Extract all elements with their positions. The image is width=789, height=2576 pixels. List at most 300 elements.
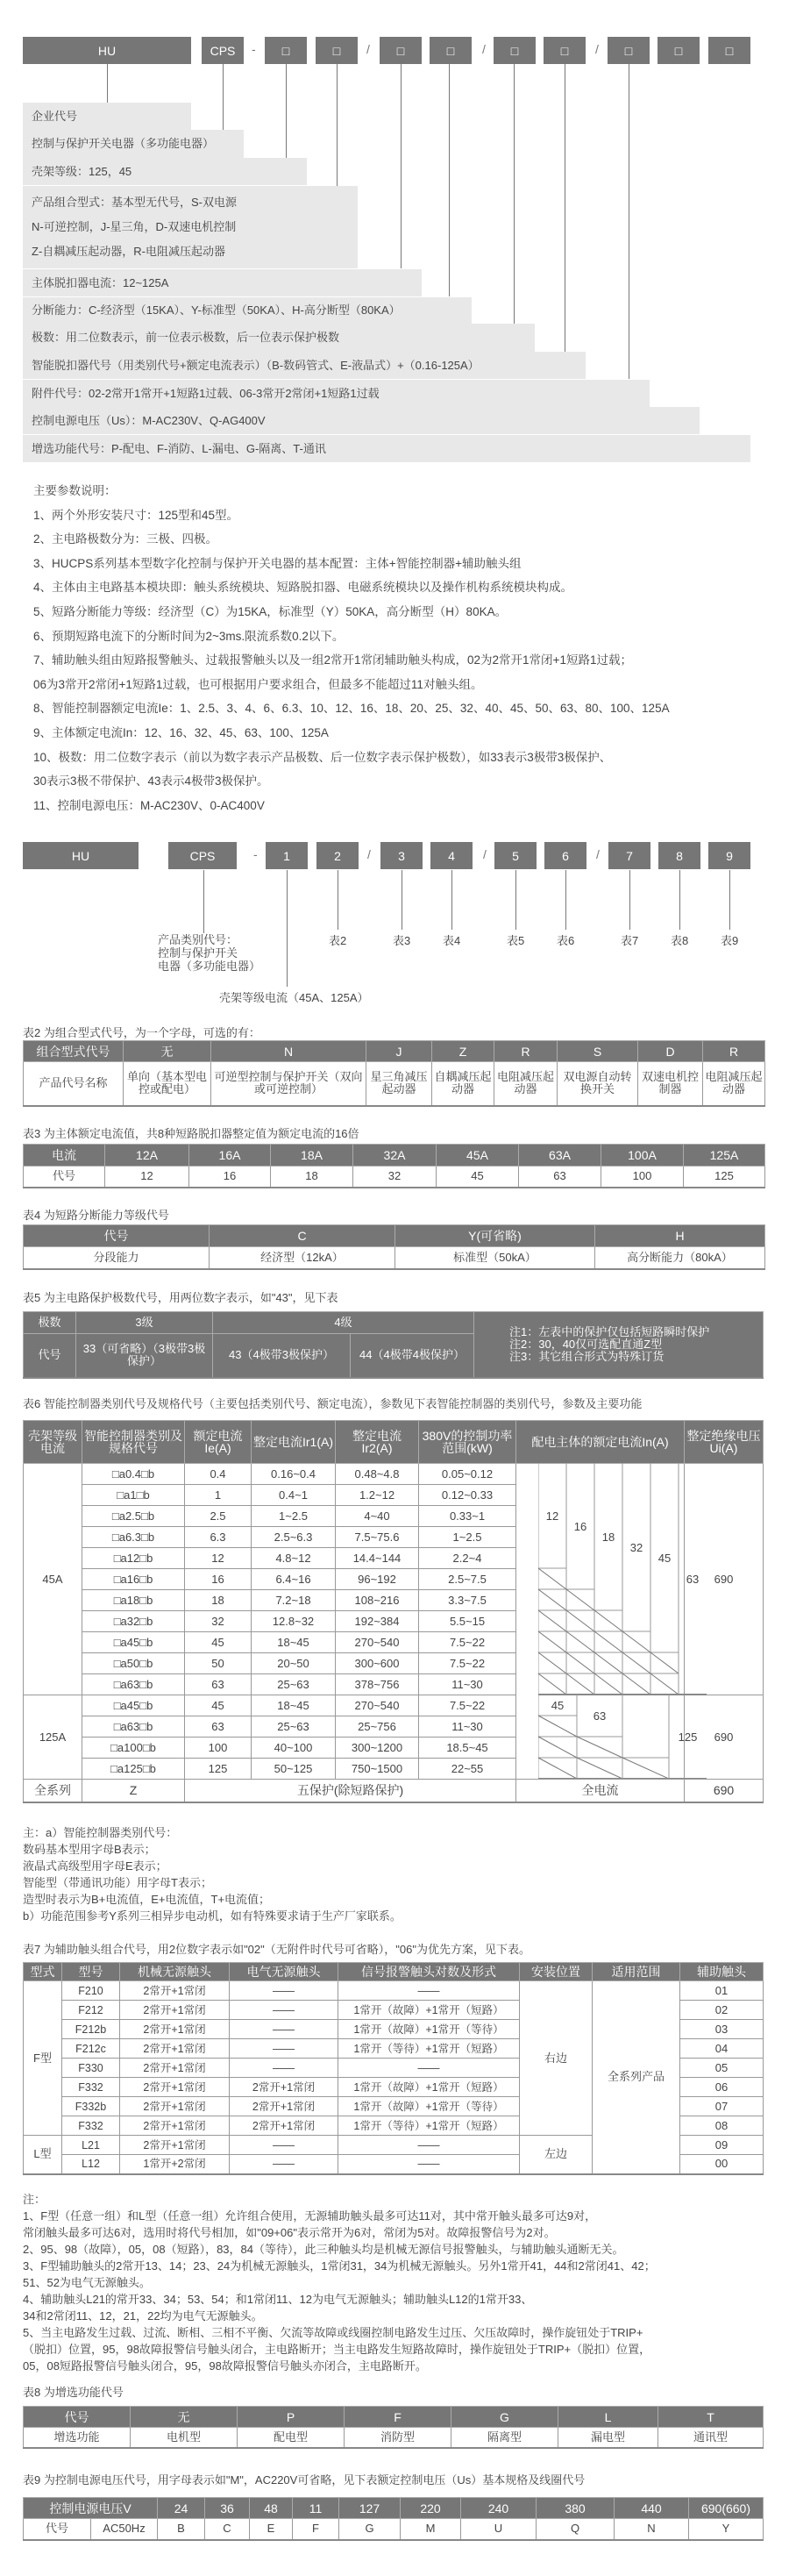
header-cell: 32A bbox=[353, 1145, 437, 1167]
aux-code-cell: 03 bbox=[680, 2020, 764, 2039]
slash-separator: / bbox=[595, 42, 599, 56]
cell: —— bbox=[338, 2136, 520, 2155]
header-cell: 24 bbox=[158, 2498, 205, 2519]
code-description bbox=[23, 380, 650, 407]
note-line: 1、F型（任意一组）和L型（任意一组）允许组合使用，无源辅助触头最多可达11对，其中常开触头最多可达9对， bbox=[23, 2209, 597, 2223]
table7-notes bbox=[23, 2191, 785, 2374]
frame-cell: 45A bbox=[24, 1464, 82, 1695]
header-cell: 型号 bbox=[62, 1963, 120, 1981]
header-cell: S bbox=[558, 1041, 638, 1062]
table-ref-label: 表2 bbox=[329, 934, 347, 947]
cell: □a45□b bbox=[82, 1695, 185, 1716]
cell: 12 bbox=[185, 1548, 252, 1569]
frame-label: 壳架等级电流（45A、125A） bbox=[219, 991, 369, 1004]
header-cell: G bbox=[451, 2407, 558, 2428]
note-line: 数码基本型用字母B表示； bbox=[23, 1843, 156, 1856]
cell: 378~756 bbox=[336, 1674, 419, 1695]
header-cell: 型式 bbox=[24, 1963, 62, 1981]
cell: 270~540 bbox=[336, 1695, 419, 1716]
note-line: 51、52为电气无源触头。 bbox=[23, 2276, 151, 2289]
in-diagonal bbox=[622, 1652, 650, 1673]
header-cell: 安装位置 bbox=[520, 1963, 593, 1981]
header-cell: P bbox=[238, 2407, 345, 2428]
header-cell: 适用范围 bbox=[593, 1963, 680, 1981]
cell: 隔离型 bbox=[451, 2428, 558, 2448]
table8-optional-function bbox=[23, 2406, 764, 2449]
placeholder-box: □ bbox=[265, 37, 307, 64]
header-cell: D bbox=[638, 1041, 703, 1062]
cell: U bbox=[461, 2519, 537, 2540]
note-line: 5、当主电路发生过载、过流、断相、三相不平衡、欠流等故障或线圈控制电路发生过压、欠压故障时，操作旋钮处于TRIP+ bbox=[23, 2326, 643, 2339]
cell: F210 bbox=[62, 1981, 120, 2001]
cell: 20~50 bbox=[252, 1653, 336, 1674]
aux-code-cell: 05 bbox=[680, 2059, 764, 2078]
cell: 1常开（故障）+1常开（等待） bbox=[338, 2097, 520, 2116]
code-box-2: 2 bbox=[316, 842, 359, 869]
header-cell: 18A bbox=[271, 1145, 353, 1167]
code-box-3: 3 bbox=[380, 842, 423, 869]
cell: 270~540 bbox=[336, 1632, 419, 1653]
cell: 3.3~7.5 bbox=[419, 1590, 516, 1611]
header-cell: 127 bbox=[339, 2498, 401, 2519]
table-row bbox=[24, 1062, 765, 1106]
header-cell: 整定电流Ir1(A) bbox=[252, 1421, 336, 1464]
header-cell: 100A bbox=[601, 1145, 684, 1167]
note-line: 常闭触头最多可达6对，选用时将代号相加，如"09+06"表示常开为6对，常闭为5对。故障报警信号为2对。 bbox=[23, 2226, 556, 2239]
cell: 25~63 bbox=[252, 1674, 336, 1695]
table-ref-label: 表6 bbox=[557, 934, 575, 947]
note-line: 05，08短路报警信号触头闭合，95，98故障报警信号触头亦闭合，主电路断开。 bbox=[23, 2359, 427, 2373]
cell: —— bbox=[230, 2136, 338, 2155]
in-current-grid bbox=[538, 1463, 707, 1779]
cell: 1常开（等待）+1常开（短路） bbox=[338, 2116, 520, 2136]
in-diagonal bbox=[622, 1758, 669, 1779]
connector-line bbox=[729, 870, 730, 930]
cell: □a12□b bbox=[82, 1548, 185, 1569]
code-box-9: 9 bbox=[708, 842, 750, 869]
cell: 125 bbox=[684, 1167, 765, 1188]
table-ref-label: 表9 bbox=[721, 934, 739, 947]
cell: 1常开（故障）+1常开（等待） bbox=[338, 2020, 520, 2039]
cell: F bbox=[293, 2519, 339, 2540]
cell: —— bbox=[338, 2059, 520, 2078]
code-box-8: 8 bbox=[658, 842, 700, 869]
header-cell: 控制电源电压V bbox=[24, 2498, 158, 2519]
code-description bbox=[23, 352, 586, 379]
header-cell: T bbox=[658, 2407, 764, 2428]
cell: □a32□b bbox=[82, 1611, 185, 1632]
cell: 0.05~0.12 bbox=[419, 1464, 516, 1485]
cell: 43（4极带3极保护） bbox=[213, 1334, 351, 1378]
category-label-line: 电器（多功能电器） bbox=[158, 960, 261, 973]
cell: F212 bbox=[62, 2001, 120, 2020]
notes-cell bbox=[474, 1312, 764, 1378]
category-label-line: 产品类别代号： bbox=[158, 933, 238, 946]
ui-cell: 690 bbox=[685, 1695, 764, 1780]
dash-separator: - bbox=[253, 847, 258, 861]
cell: 0.33~1 bbox=[419, 1506, 516, 1527]
cell: 25~756 bbox=[336, 1716, 419, 1738]
cell: 33（可省略）（3极带3极保护） bbox=[76, 1334, 213, 1378]
cell: 16 bbox=[185, 1569, 252, 1590]
description-line: 企业代号 bbox=[32, 109, 78, 123]
in-diagonal bbox=[538, 1652, 566, 1673]
table-ref-label: 表5 bbox=[507, 934, 525, 947]
table8-title: 表8 为增选功能代号 bbox=[23, 2386, 124, 2399]
in-diagonal bbox=[594, 1652, 622, 1673]
connector-line bbox=[203, 870, 204, 933]
cell: 2常开+1常闭 bbox=[120, 2078, 230, 2097]
cell: 双电源自动转换开关 bbox=[558, 1062, 638, 1106]
connector-line bbox=[401, 64, 402, 268]
cell: 0.4 bbox=[185, 1464, 252, 1485]
description-line: 智能脱扣器代号（用类别代号+额定电流表示）（B-数码管式、E-液晶式）+（0.16-125A） bbox=[32, 358, 480, 372]
category-label bbox=[158, 933, 260, 973]
header-cell: C bbox=[210, 1225, 395, 1247]
cell: 18~45 bbox=[252, 1695, 336, 1716]
footer-cell: 五保护(除短路保护) bbox=[185, 1780, 516, 1802]
in-diagonal bbox=[566, 1652, 594, 1673]
cell: 单向（基本型电控或配电） bbox=[124, 1062, 211, 1106]
cell: □a45□b bbox=[82, 1632, 185, 1653]
in-value: 16 bbox=[573, 1520, 587, 1533]
cell: 0.48~4.8 bbox=[336, 1464, 419, 1485]
header-cell: J bbox=[366, 1041, 432, 1062]
cell: 漏电型 bbox=[558, 2428, 658, 2448]
cell: 2.2~4 bbox=[419, 1548, 516, 1569]
cell: F332 bbox=[62, 2078, 120, 2097]
in-diagonal bbox=[538, 1589, 566, 1610]
header-cell: 整定绝缘电压Ui(A) bbox=[685, 1421, 764, 1464]
code-description bbox=[23, 297, 472, 324]
in-diagonal bbox=[566, 1673, 594, 1695]
cell: 50 bbox=[185, 1653, 252, 1674]
cell: 2常开+1常闭 bbox=[120, 2001, 230, 2020]
ui-cell: 690 bbox=[685, 1464, 764, 1695]
cell: 代号 bbox=[24, 2519, 91, 2540]
cell: 2常开+1常闭 bbox=[120, 2059, 230, 2078]
note-line: 造型时表示为B+电流值，E+电流值，T+电流值； bbox=[23, 1893, 271, 1906]
table-row bbox=[24, 2519, 764, 2540]
cell: 96~192 bbox=[336, 1569, 419, 1590]
cell: □a6.3□b bbox=[82, 1527, 185, 1548]
header-cell: 信号报警触头对数及形式 bbox=[338, 1963, 520, 1981]
table7-aux-contacts bbox=[23, 1962, 764, 2175]
cell: F330 bbox=[62, 2059, 120, 2078]
param-line: 4、主体由主电路基本模块即：触头系统模块、短路脱扣器、电磁系统模块以及操作机构系统模块构成。 bbox=[33, 581, 573, 595]
cell: 代号 bbox=[24, 1334, 76, 1378]
header-cell: 壳架等级电流 bbox=[24, 1421, 82, 1464]
cell: □a63□b bbox=[82, 1716, 185, 1738]
description-line: 壳架等级：125，45 bbox=[32, 164, 132, 178]
header-cell: 组合型式代号 bbox=[24, 1041, 124, 1062]
cell: 2常开+1常闭 bbox=[230, 2078, 338, 2097]
header-cell: 电气无源触头 bbox=[230, 1963, 338, 1981]
placeholder-box: □ bbox=[380, 37, 422, 64]
aux-code-cell: 04 bbox=[680, 2039, 764, 2059]
placeholder-box: □ bbox=[658, 37, 700, 64]
header-cell: F bbox=[345, 2407, 451, 2428]
cell: 分段能力 bbox=[24, 1247, 210, 1269]
description-line: 附件代号：02-2常开1常开+1短路1过载、06-3常开2常闭+1短路1过载 bbox=[32, 386, 380, 400]
placeholder-box: □ bbox=[494, 37, 536, 64]
code-description bbox=[23, 407, 700, 434]
header-cell: 机械无源触头 bbox=[120, 1963, 230, 1981]
cell: —— bbox=[230, 2020, 338, 2039]
in-value: 18 bbox=[601, 1531, 615, 1544]
cell: 消防型 bbox=[345, 2428, 451, 2448]
cell: —— bbox=[230, 1981, 338, 2001]
cell: 1~2.5 bbox=[252, 1506, 336, 1527]
cell: 2常开+1常闭 bbox=[230, 2116, 338, 2136]
description-line: 主体脱扣器电流：12~125A bbox=[32, 275, 169, 289]
in-diagonal bbox=[566, 1610, 594, 1631]
aux-code-cell: 00 bbox=[680, 2155, 764, 2174]
cell: 通讯型 bbox=[658, 2428, 764, 2448]
aux-code-cell: 07 bbox=[680, 2097, 764, 2116]
param-line: 06为3常开2常闭+1短路1过载，也可根据用户要求组合，但最多不能超过11对触头组。 bbox=[33, 677, 483, 691]
cell: F212b bbox=[62, 2020, 120, 2039]
cell: 0.4~1 bbox=[252, 1485, 336, 1506]
in-diagonal bbox=[538, 1758, 577, 1779]
footer-cell: 全系列 bbox=[24, 1780, 82, 1802]
cell: 产品代号名称 bbox=[24, 1062, 124, 1106]
cell: □a50□b bbox=[82, 1653, 185, 1674]
table-ref-label: 表4 bbox=[443, 934, 461, 947]
cell: 125 bbox=[185, 1759, 252, 1780]
connector-line bbox=[449, 64, 450, 296]
footer-cell: 全电流 bbox=[516, 1780, 685, 1802]
cell: 电阻减压起动器 bbox=[494, 1062, 558, 1106]
in-diagonal bbox=[538, 1610, 566, 1631]
cell: 18 bbox=[271, 1167, 353, 1188]
in-diagonal bbox=[538, 1737, 577, 1758]
position-cell: 左边 bbox=[520, 2136, 593, 2174]
note-line: 2、95、98（故障），05，08（短路），83，84（等待），此三种触头均是机械无源信号报警触头，与辅助触头通断无关。 bbox=[23, 2243, 624, 2256]
cell: 18 bbox=[185, 1590, 252, 1611]
table6-notes bbox=[23, 1824, 777, 1924]
header-cell: 240 bbox=[461, 2498, 537, 2519]
in-diagonal bbox=[538, 1631, 566, 1652]
cell: 300~1200 bbox=[336, 1738, 419, 1759]
table4-title: 表4 为短路分断能力等级代号 bbox=[23, 1209, 169, 1222]
cell: 300~600 bbox=[336, 1653, 419, 1674]
cell: Q bbox=[537, 2519, 615, 2540]
note-line: 4、辅助触头L21的常开33、34；53、54；和1常闭11、12为电气无源触头；辅助触头L12的1常开33、 bbox=[23, 2293, 533, 2306]
in-diagonal bbox=[650, 1652, 679, 1673]
code-description bbox=[23, 186, 358, 268]
category-box: CPS bbox=[202, 37, 244, 64]
param-line: 2、主电路极数分为：三极、四极。 bbox=[33, 532, 218, 546]
table6-title: 表6 智能控制器类别代号及规格代号（主要包括类别代号、额定电流），参数见下表智能控制器的类别代号，参数及主要功能 bbox=[23, 1397, 643, 1410]
cell: —— bbox=[230, 2039, 338, 2059]
cell: 1常开（故障）+1常开（短路） bbox=[338, 2078, 520, 2097]
in-value: 125 bbox=[678, 1730, 698, 1744]
param-line: 9、主体额定电流In：12、16、32、45、63、100、125A bbox=[33, 725, 329, 739]
in-diagonal bbox=[594, 1631, 622, 1652]
cell: 1常开（故障）+1常开（短路） bbox=[338, 2001, 520, 2020]
cell: 11~30 bbox=[419, 1716, 516, 1738]
in-diagonal bbox=[566, 1589, 594, 1610]
cell: 7.5~22 bbox=[419, 1695, 516, 1716]
note-line: 34和2常闭11、12，21，22均为电气无源触头。 bbox=[23, 2309, 263, 2323]
slash-separator: / bbox=[483, 847, 487, 861]
cell: 32 bbox=[185, 1611, 252, 1632]
connector-line bbox=[451, 870, 452, 930]
connector-line bbox=[515, 870, 516, 930]
in-value: 45 bbox=[658, 1552, 672, 1565]
table-ref-label: 表7 bbox=[621, 934, 639, 947]
header-cell: 690(660) bbox=[689, 2498, 764, 2519]
cell: 2常开+1常闭 bbox=[120, 2039, 230, 2059]
cell: —— bbox=[338, 2155, 520, 2174]
code-box-1: 1 bbox=[266, 842, 308, 869]
header-cell: 配电主体的额定电流In(A) bbox=[516, 1421, 685, 1464]
cell: 12.8~32 bbox=[252, 1611, 336, 1632]
connector-line bbox=[679, 870, 680, 930]
in-diagonal bbox=[577, 1737, 622, 1758]
code-description bbox=[23, 324, 535, 352]
cell: 2.5~6.3 bbox=[252, 1527, 336, 1548]
connector-line bbox=[565, 870, 566, 930]
param-line: 7、辅助触头组由短路报警触头、过载报警触头以及一组2常开1常闭辅助触头构成，02为2常开1常闭+1短路1过载； bbox=[33, 653, 632, 667]
header-cell: 220 bbox=[401, 2498, 461, 2519]
code-description bbox=[23, 103, 191, 130]
cell: 6.4~16 bbox=[252, 1569, 336, 1590]
param-line: 6、预期短路电流下的分断时间为2~3ms.限流系数0.2以下。 bbox=[33, 629, 345, 643]
cell: 配电型 bbox=[238, 2428, 345, 2448]
header-cell: 36 bbox=[205, 2498, 250, 2519]
placeholder-box: □ bbox=[430, 37, 472, 64]
cell: 1.2~12 bbox=[336, 1485, 419, 1506]
cell: 增选功能 bbox=[24, 2428, 131, 2448]
description-line: 控制与保护开关电器（多功能电器） bbox=[32, 137, 215, 150]
header-cell: N bbox=[211, 1041, 366, 1062]
cell: 0.16~0.4 bbox=[252, 1464, 336, 1485]
connector-line bbox=[286, 64, 287, 158]
header-cell: 11 bbox=[293, 2498, 339, 2519]
cell: 63 bbox=[185, 1674, 252, 1695]
cell: 星三角减压起动器 bbox=[366, 1062, 432, 1106]
cell: F332b bbox=[62, 2097, 120, 2116]
cell: 7.5~22 bbox=[419, 1632, 516, 1653]
note-line: 主：a）智能控制器类别代号： bbox=[23, 1826, 178, 1839]
cell: 双速电机控制器 bbox=[638, 1062, 703, 1106]
cell: F212c bbox=[62, 2039, 120, 2059]
cell: □a125□b bbox=[82, 1759, 185, 1780]
code-description bbox=[23, 158, 307, 185]
cell: 40~100 bbox=[252, 1738, 336, 1759]
header-cell: 45A bbox=[437, 1145, 519, 1167]
frame-cell: 125A bbox=[24, 1695, 82, 1780]
header-cell: Z bbox=[432, 1041, 494, 1062]
slash-separator: / bbox=[367, 847, 371, 861]
cell: 63 bbox=[185, 1716, 252, 1738]
table-ref-label: 表3 bbox=[393, 934, 411, 947]
note-line: 注2：30，40仅可选配直通Z型 bbox=[509, 1337, 663, 1351]
cell: 可逆型控制与保护开关（双向或可逆控制） bbox=[211, 1062, 366, 1106]
cell: 1 bbox=[185, 1485, 252, 1506]
in-value: 32 bbox=[629, 1541, 643, 1554]
description-line: 控制电源电压（Us）：M-AC230V、Q-AG400V bbox=[32, 413, 266, 427]
connector-line bbox=[223, 64, 224, 130]
cell: L21 bbox=[62, 2136, 120, 2155]
description-line: Z-自耦减压起动器，R-电阻减压起动器 bbox=[32, 245, 225, 258]
cell: 18~45 bbox=[252, 1632, 336, 1653]
placeholder-box: □ bbox=[544, 37, 586, 64]
category-label-line: 控制与保护开关 bbox=[158, 946, 238, 960]
in-diagonal bbox=[538, 1568, 566, 1589]
description-line: 极数：用二位数表示，前一位表示极数，后一位表示保护极数 bbox=[32, 331, 340, 344]
cell: 4~40 bbox=[336, 1506, 419, 1527]
header-cell: L bbox=[558, 2407, 658, 2428]
aux-code-cell: 09 bbox=[680, 2136, 764, 2155]
table-row bbox=[24, 1981, 764, 2001]
category-box: CPS bbox=[168, 842, 237, 869]
header-cell: 440 bbox=[615, 2498, 689, 2519]
cell: 16 bbox=[189, 1167, 271, 1188]
code-box-5: 5 bbox=[494, 842, 537, 869]
table-row bbox=[24, 1167, 765, 1188]
table9-control-voltage bbox=[23, 2497, 764, 2541]
code-description bbox=[23, 435, 750, 462]
param-line: 5、短路分断能力等级：经济型（C）为15KA，标准型（Y）50KA，高分断型（H）80KA。 bbox=[33, 604, 508, 618]
table7-title: 表7 为辅助触头组合代号，用2位数字表示如"02"（无附件时代号可省略），"06"为优先方案，见下表。 bbox=[23, 1943, 530, 1956]
header-cell: 代号 bbox=[24, 1225, 210, 1247]
note-line: 智能型（带通讯功能）用字母T表示； bbox=[23, 1876, 212, 1889]
code-description bbox=[23, 130, 244, 158]
cell: 代号 bbox=[24, 1167, 105, 1188]
cell: 1~2.5 bbox=[419, 1527, 516, 1548]
note-line: 注： bbox=[23, 2193, 46, 2206]
model-code-diagram-2 bbox=[0, 842, 789, 1009]
param-line: 8、智能控制器额定电流Ie：1、2.5、3、4、6、6.3、10、12、16、18、20、25、32、40、45、50、63、80、100、125A bbox=[33, 702, 670, 716]
cell: L12 bbox=[62, 2155, 120, 2174]
cell: —— bbox=[230, 2155, 338, 2174]
cell: □a1□b bbox=[82, 1485, 185, 1506]
in-diagonal bbox=[650, 1673, 679, 1695]
header-cell: 380V的控制功率范围(kW) bbox=[419, 1421, 516, 1464]
code-description bbox=[23, 269, 422, 296]
footer-cell: Z bbox=[82, 1780, 185, 1802]
cell: 2.5 bbox=[185, 1506, 252, 1527]
header-cell: H bbox=[595, 1225, 765, 1247]
header-cell: Y(可省略) bbox=[395, 1225, 595, 1247]
code-box-6: 6 bbox=[544, 842, 586, 869]
header-cell: 额定电流Ie(A) bbox=[185, 1421, 252, 1464]
cell: 63 bbox=[519, 1167, 601, 1188]
table9-title: 表9 为控制电源电压代号，用字母表示如"M"，AC220V可省略，见下表额定控制电压（Us）基本规格及线圈代号 bbox=[23, 2473, 586, 2487]
slash-separator: / bbox=[596, 847, 600, 861]
connector-line bbox=[107, 64, 108, 103]
in-value: 63 bbox=[686, 1573, 700, 1586]
cell: 7.5~75.6 bbox=[336, 1527, 419, 1548]
cell: 自耦减压起动器 bbox=[432, 1062, 494, 1106]
table5-pole-code bbox=[23, 1311, 764, 1379]
header-cell: 无 bbox=[131, 2407, 238, 2428]
cell: 25~63 bbox=[252, 1716, 336, 1738]
header-cell: 电流 bbox=[24, 1145, 105, 1167]
cell: E bbox=[250, 2519, 293, 2540]
cell: Y bbox=[689, 2519, 764, 2540]
table-row bbox=[24, 1247, 765, 1269]
cell: 2常开+1常闭 bbox=[120, 2097, 230, 2116]
cell: 2.5~7.5 bbox=[419, 1569, 516, 1590]
header-cell: 3级 bbox=[76, 1312, 213, 1334]
cell: N bbox=[615, 2519, 689, 2540]
in-diagonal bbox=[566, 1631, 594, 1652]
header-cell: 4级 bbox=[213, 1312, 474, 1334]
